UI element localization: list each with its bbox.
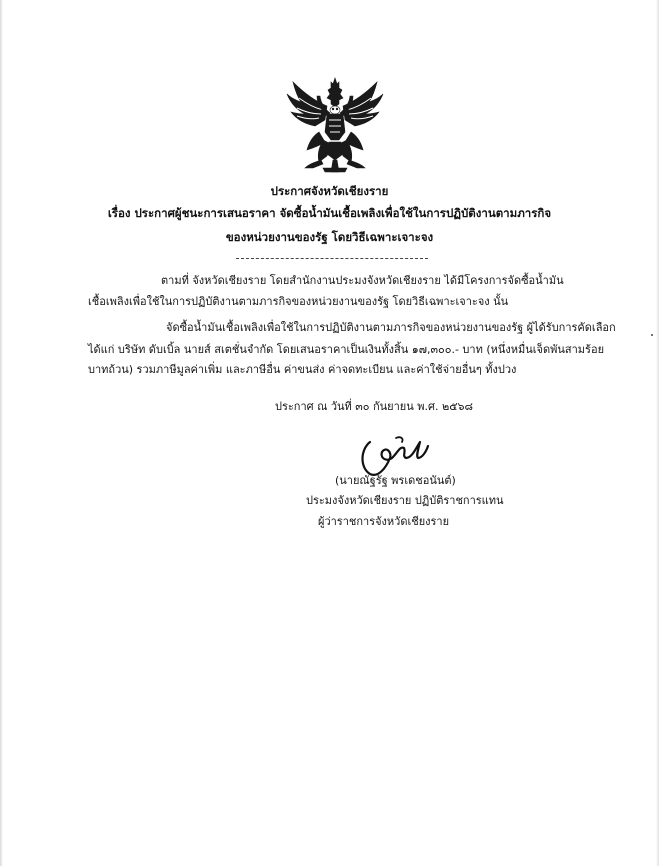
announcement-date: ประกาศ ณ วันที่ ๓๐ กันยายน พ.ศ. ๒๕๖๘ — [275, 400, 474, 413]
garuda-emblem-icon — [283, 76, 387, 174]
announcement-subject-line1: เรื่อง ประกาศผู้ชนะการเสนอราคา จัดซื้อน้ำมันเชื้อเพลิงเพื่อใช้ในการปฏิบัติงานตามภารกิจ — [107, 206, 552, 220]
paragraph-2-line-2: ได้แก่ บริษัท ดับเบิ้ล นายส์ สเตชั่นจำกัด โดยเสนอราคาเป็นเงินทั้งสิ้น ๑๗,๓๐๐.- บาท (หนึ่งหมื่นเจ็ดพันสามร้อย — [88, 343, 605, 356]
signatory-position-1: ประมงจังหวัดเชียงราย ปฏิบัติราชการแทน — [306, 494, 504, 507]
signatory-position-2: ผู้ว่าราชการจังหวัดเชียงราย — [318, 515, 450, 528]
signatory-name: (นายณัฐรัฐ พรเดชอนันต์) — [335, 474, 456, 487]
scan-speck — [651, 334, 653, 336]
paragraph-1-line-2: เชื้อเพลิงเพื่อใช้ในการปฏิบัติงานตามภารกิจของหน่วยงานของรัฐ โดยวิธีเฉพาะเจาะจง นั้น — [88, 295, 509, 308]
paragraph-1-line-1: ตามที่ จังหวัดเชียงราย โดยสำนักงานประมงจังหวัดเชียงราย ได้มีโครงการจัดซื้อน้ำมัน — [161, 274, 564, 287]
paragraph-2-line-1: จัดซื้อน้ำมันเชื้อเพลิงเพื่อใช้ในการปฏิบัติงานตามภารกิจของหน่วยงานของรัฐ ผู้ได้รับการคัดเลือก — [166, 321, 616, 334]
page-edge-left — [0, 0, 3, 866]
paragraph-2-line-3: บาทถ้วน) รวมภาษีมูลค่าเพิ่ม และภาษีอื่น ค่าขนส่ง ค่าจดทะเบียน และค่าใช้จ่ายอื่นๆ ทั้งปวง — [88, 363, 517, 376]
announcement-title: ประกาศจังหวัดเชียงราย — [270, 184, 389, 198]
announcement-subject-line2: ของหน่วยงานของรัฐ โดยวิธีเฉพาะเจาะจง — [225, 230, 434, 244]
header-divider — [236, 258, 428, 259]
